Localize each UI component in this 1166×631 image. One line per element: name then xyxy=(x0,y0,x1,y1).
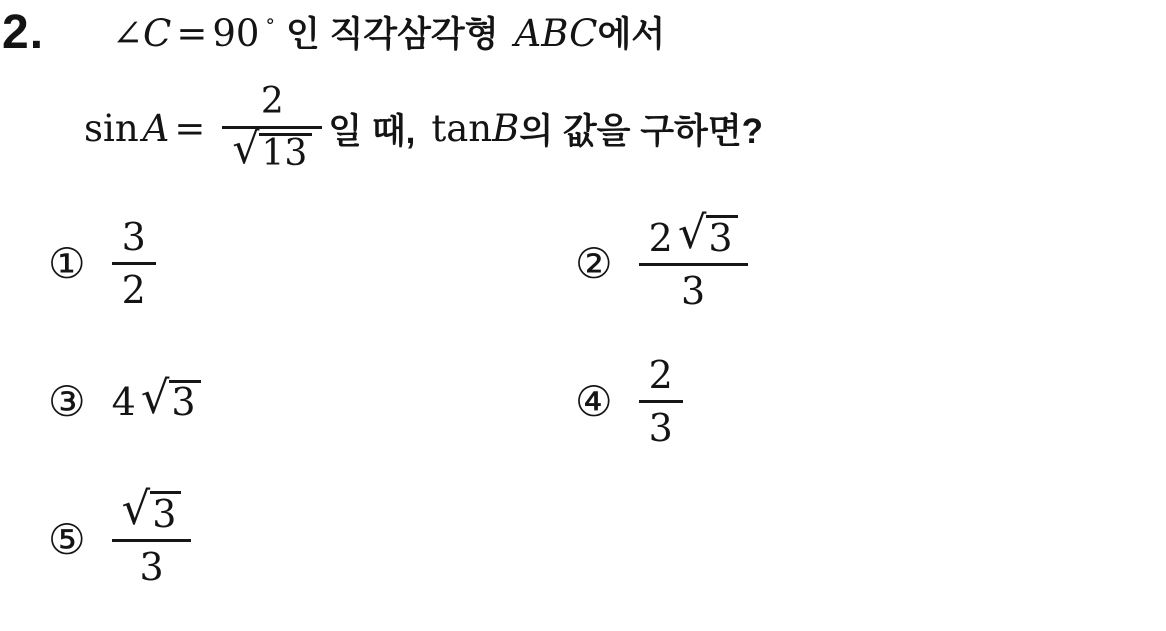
korean-text-when: 일 때, xyxy=(328,111,416,151)
choice-3-value xyxy=(111,370,201,425)
choice-5-marker-icon: ⑤ xyxy=(48,514,86,564)
choice-5-value xyxy=(112,482,192,589)
fraction-numerator xyxy=(112,482,192,539)
sin-value-fraction xyxy=(222,82,322,175)
angle-b-variable: B xyxy=(492,107,520,151)
equals-sign: = xyxy=(176,12,208,55)
triangle-name: ABC xyxy=(514,12,598,55)
sqrt-3 xyxy=(121,482,182,536)
radicand: 3 xyxy=(706,215,737,257)
choice-1-marker-icon: ① xyxy=(48,238,86,288)
fraction-numerator xyxy=(639,205,748,263)
choice-1-value xyxy=(112,216,156,311)
choice-4-marker-icon: ④ xyxy=(575,376,613,426)
choice-4-value xyxy=(639,354,683,449)
problem-number: 2. xyxy=(2,6,45,59)
choice-2-value xyxy=(639,205,748,313)
radicand: 3 xyxy=(150,491,181,533)
fraction-numerator: 2 xyxy=(260,81,284,123)
radical-icon: √ xyxy=(232,124,260,174)
korean-text-right-triangle: 인 직각삼각형 xyxy=(285,15,499,54)
sin-function: sin xyxy=(84,107,139,151)
radicand: 3 xyxy=(169,380,200,422)
choice-1 xyxy=(48,216,575,311)
tan-function: tan xyxy=(431,107,493,151)
radical-icon: √ xyxy=(677,205,707,259)
radical-icon: √ xyxy=(121,482,151,536)
choice-2-marker-icon: ② xyxy=(575,238,613,288)
choice-4 xyxy=(575,354,748,449)
fraction-denominator: 3 xyxy=(112,539,192,589)
sqrt-3 xyxy=(677,205,738,260)
radical-icon: √ xyxy=(140,370,170,424)
statement-line-2 xyxy=(0,82,1166,175)
sqrt-3 xyxy=(140,370,201,425)
fraction-denominator: 2 xyxy=(112,262,156,312)
choice-2 xyxy=(575,205,748,313)
korean-text-in: 에서 xyxy=(597,15,666,54)
statement-line-1 xyxy=(112,8,665,55)
radicand: 13 xyxy=(259,133,312,173)
korean-text-find-value: 의 값을 구하면? xyxy=(519,111,764,151)
angle-value: 90 xyxy=(212,12,260,55)
fraction-denominator: 3 xyxy=(639,400,683,450)
angle-icon: ∠ xyxy=(112,12,144,55)
choice-3-marker-icon: ③ xyxy=(48,376,86,426)
equals-sign: = xyxy=(174,107,206,151)
angle-a-variable: A xyxy=(142,107,170,151)
fraction-denominator: 3 xyxy=(639,263,748,313)
vertex-c-variable: C xyxy=(143,12,172,55)
choice-3 xyxy=(48,370,575,426)
coefficient: 4 xyxy=(111,379,136,424)
coefficient: 2 xyxy=(648,216,673,261)
fraction-numerator: 3 xyxy=(121,215,146,260)
answer-choices xyxy=(0,205,1166,589)
fraction-denominator xyxy=(222,126,322,175)
degree-icon: ° xyxy=(265,15,275,37)
sqrt-13 xyxy=(232,124,312,175)
choice-5 xyxy=(48,482,575,589)
problem-header xyxy=(0,8,1166,58)
fraction-numerator: 2 xyxy=(648,353,673,398)
